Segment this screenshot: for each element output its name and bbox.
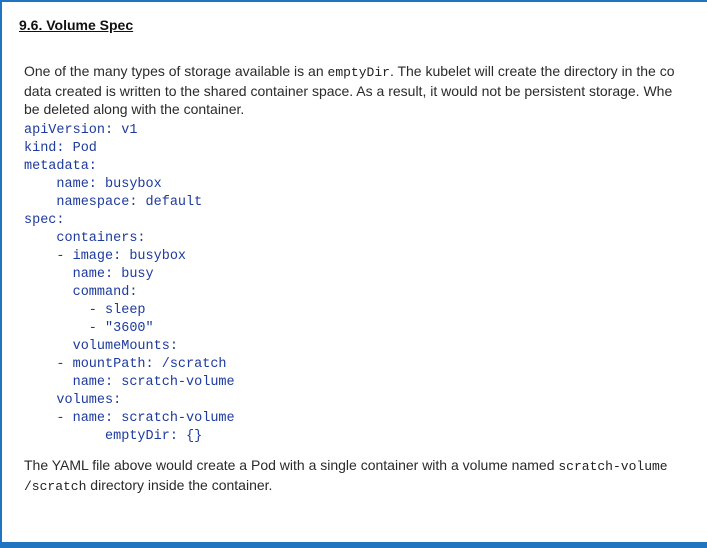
- outro-line-1: [24, 456, 668, 476]
- code-line: name: busybox: [24, 177, 162, 192]
- code-line: spec:: [24, 213, 65, 228]
- code-line: - name: scratch-volume: [24, 411, 235, 426]
- code-line: volumeMounts:: [24, 339, 178, 354]
- code-line: volumes:: [24, 393, 122, 408]
- intro-line-1-text: One of the many types of storage available is an: [24, 63, 328, 79]
- code-line: - sleep: [24, 303, 146, 318]
- intro-line-3: be deleted along with the container.: [24, 101, 245, 117]
- intro-line-1: [24, 62, 675, 82]
- outro-line-2: [24, 476, 668, 496]
- code-line: apiVersion: v1: [24, 123, 138, 138]
- yaml-code-block: [24, 122, 235, 446]
- inline-code-emptydir: emptyDir: [327, 65, 390, 80]
- outro-paragraph: [24, 456, 668, 496]
- intro-paragraph: [24, 62, 675, 118]
- code-line: command:: [24, 285, 138, 300]
- code-line: name: scratch-volume: [24, 375, 235, 390]
- inline-code-scratch-path: /scratch: [24, 479, 87, 494]
- code-line: - mountPath: /scratch: [24, 357, 227, 372]
- code-line: name: busy: [24, 267, 154, 282]
- code-line: emptyDir: {}: [24, 429, 203, 444]
- intro-line-1-suffix: . The kubelet will create the directory in the co: [389, 63, 675, 79]
- code-line: - "3600": [24, 321, 154, 336]
- outro-line-2-text: directory inside the container.: [86, 477, 273, 493]
- code-line: containers:: [24, 231, 146, 246]
- code-line: namespace: default: [24, 195, 203, 210]
- intro-line-2: data created is written to the shared container space. As a result, it would not be persistent storage. Whe: [24, 83, 673, 99]
- document-page: [2, 2, 707, 542]
- outro-line-1-text: The YAML file above would create a Pod with a single container with a volume named: [24, 457, 559, 473]
- code-line: - image: busybox: [24, 249, 187, 264]
- section-heading: 9.6. Volume Spec: [19, 17, 134, 33]
- code-line: kind: Pod: [24, 141, 97, 156]
- inline-code-scratch-volume: scratch-volume: [558, 459, 668, 474]
- code-line: metadata:: [24, 159, 97, 174]
